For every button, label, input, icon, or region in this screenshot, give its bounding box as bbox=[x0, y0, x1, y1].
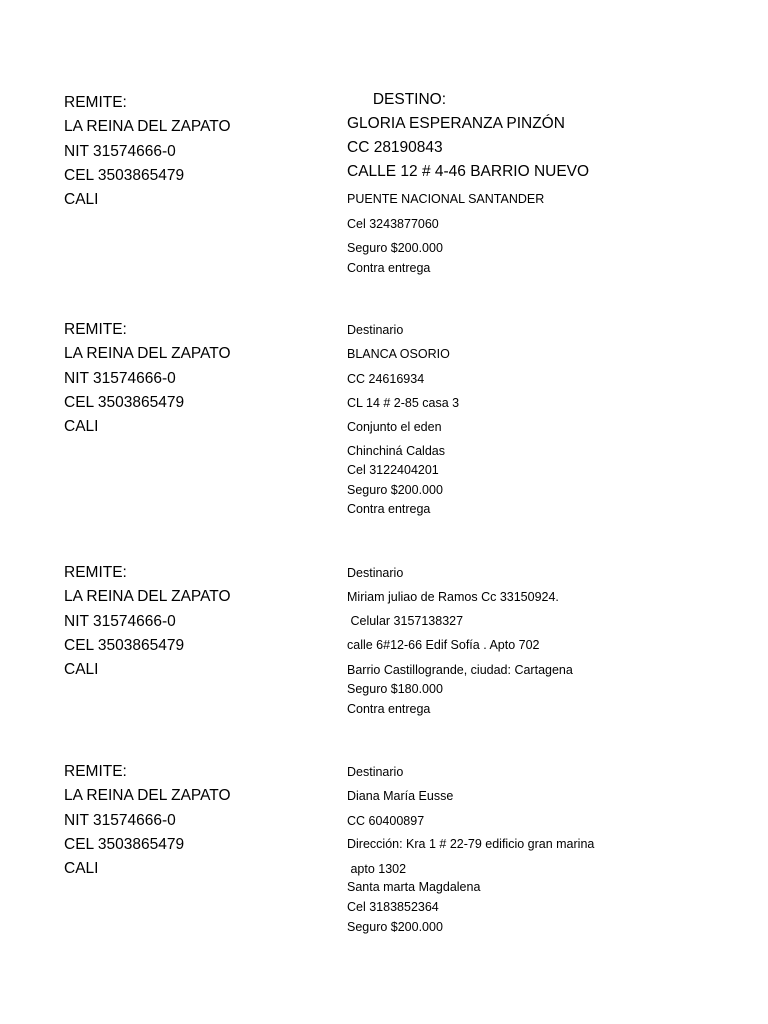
recipient-phone: Cel 3183852364 bbox=[347, 900, 439, 914]
sender-name: LA REINA DEL ZAPATO bbox=[64, 345, 231, 363]
recipient-header: Destinario bbox=[347, 323, 404, 337]
sender-header: REMITE: bbox=[64, 94, 127, 111]
sender-nit: NIT 31574666-0 bbox=[64, 612, 176, 630]
recipient-name: GLORIA ESPERANZA PINZÓN bbox=[347, 115, 565, 132]
sender-city: CALI bbox=[64, 418, 99, 436]
sender-header: REMITE: bbox=[64, 321, 127, 338]
sender-block bbox=[64, 91, 231, 212]
sender-name: LA REINA DEL ZAPATO bbox=[64, 118, 231, 136]
recipient-insurance: Seguro $200.000 bbox=[347, 241, 443, 255]
recipient-phone: Cel 3122404201 bbox=[347, 463, 439, 477]
recipient-payment: Contra entrega bbox=[347, 502, 431, 516]
recipient-city: PUENTE NACIONAL SANTANDER bbox=[347, 192, 545, 206]
sender-city: CALI bbox=[64, 191, 99, 209]
recipient-phone: Cel 3243877060 bbox=[347, 217, 439, 231]
recipient-header: DESTINO: bbox=[347, 91, 447, 108]
sender-block bbox=[64, 318, 231, 439]
sender-header: REMITE: bbox=[64, 564, 127, 581]
sender-name: LA REINA DEL ZAPATO bbox=[64, 588, 231, 606]
sender-nit: NIT 31574666-0 bbox=[64, 369, 176, 387]
recipient-address: Dirección: Kra 1 # 22-79 edificio gran marina bbox=[347, 837, 595, 851]
sender-nit: NIT 31574666-0 bbox=[64, 811, 176, 829]
recipient-id: CC 28190843 bbox=[347, 139, 443, 156]
sender-name: LA REINA DEL ZAPATO bbox=[64, 787, 231, 805]
recipient-phone: Celular 3157138327 bbox=[347, 614, 464, 628]
recipient-insurance: Seguro $200.000 bbox=[347, 483, 443, 497]
recipient-payment: Contra entrega bbox=[347, 261, 431, 275]
sender-block bbox=[64, 561, 231, 682]
recipient-insurance: Seguro $180.000 bbox=[347, 682, 443, 696]
sender-cel: CEL 3503865479 bbox=[64, 166, 185, 184]
recipient-address: CL 14 # 2-85 casa 3 bbox=[347, 396, 460, 410]
sender-city: CALI bbox=[64, 661, 99, 679]
recipient-name: BLANCA OSORIO bbox=[347, 347, 450, 361]
recipient-name: Miriam juliao de Ramos Cc 33150924. bbox=[347, 590, 559, 604]
recipient-id: CC 24616934 bbox=[347, 372, 425, 386]
sender-cel: CEL 3503865479 bbox=[64, 636, 185, 654]
recipient-id: CC 60400897 bbox=[347, 814, 425, 828]
recipient-address-extra: apto 1302 bbox=[347, 862, 407, 876]
recipient-header: Destinario bbox=[347, 765, 404, 779]
recipient-name: Diana María Eusse bbox=[347, 789, 454, 803]
recipient-city: Santa marta Magdalena bbox=[347, 880, 481, 894]
recipient-city: Chinchiná Caldas bbox=[347, 444, 445, 458]
recipient-insurance: Seguro $200.000 bbox=[347, 920, 443, 934]
recipient-address: calle 6#12-66 Edif Sofía . Apto 702 bbox=[347, 638, 540, 652]
recipient-header: Destinario bbox=[347, 566, 404, 580]
recipient-address: CALLE 12 # 4-46 BARRIO NUEVO bbox=[347, 163, 590, 180]
recipient-payment: Contra entrega bbox=[347, 702, 431, 716]
recipient-city: Barrio Castillogrande, ciudad: Cartagena bbox=[347, 663, 573, 677]
sender-cel: CEL 3503865479 bbox=[64, 393, 185, 411]
recipient-address-extra: Conjunto el eden bbox=[347, 420, 442, 434]
sender-header: REMITE: bbox=[64, 763, 127, 780]
sender-block bbox=[64, 760, 231, 881]
sender-cel: CEL 3503865479 bbox=[64, 835, 185, 853]
sender-nit: NIT 31574666-0 bbox=[64, 142, 176, 160]
sender-city: CALI bbox=[64, 860, 99, 878]
